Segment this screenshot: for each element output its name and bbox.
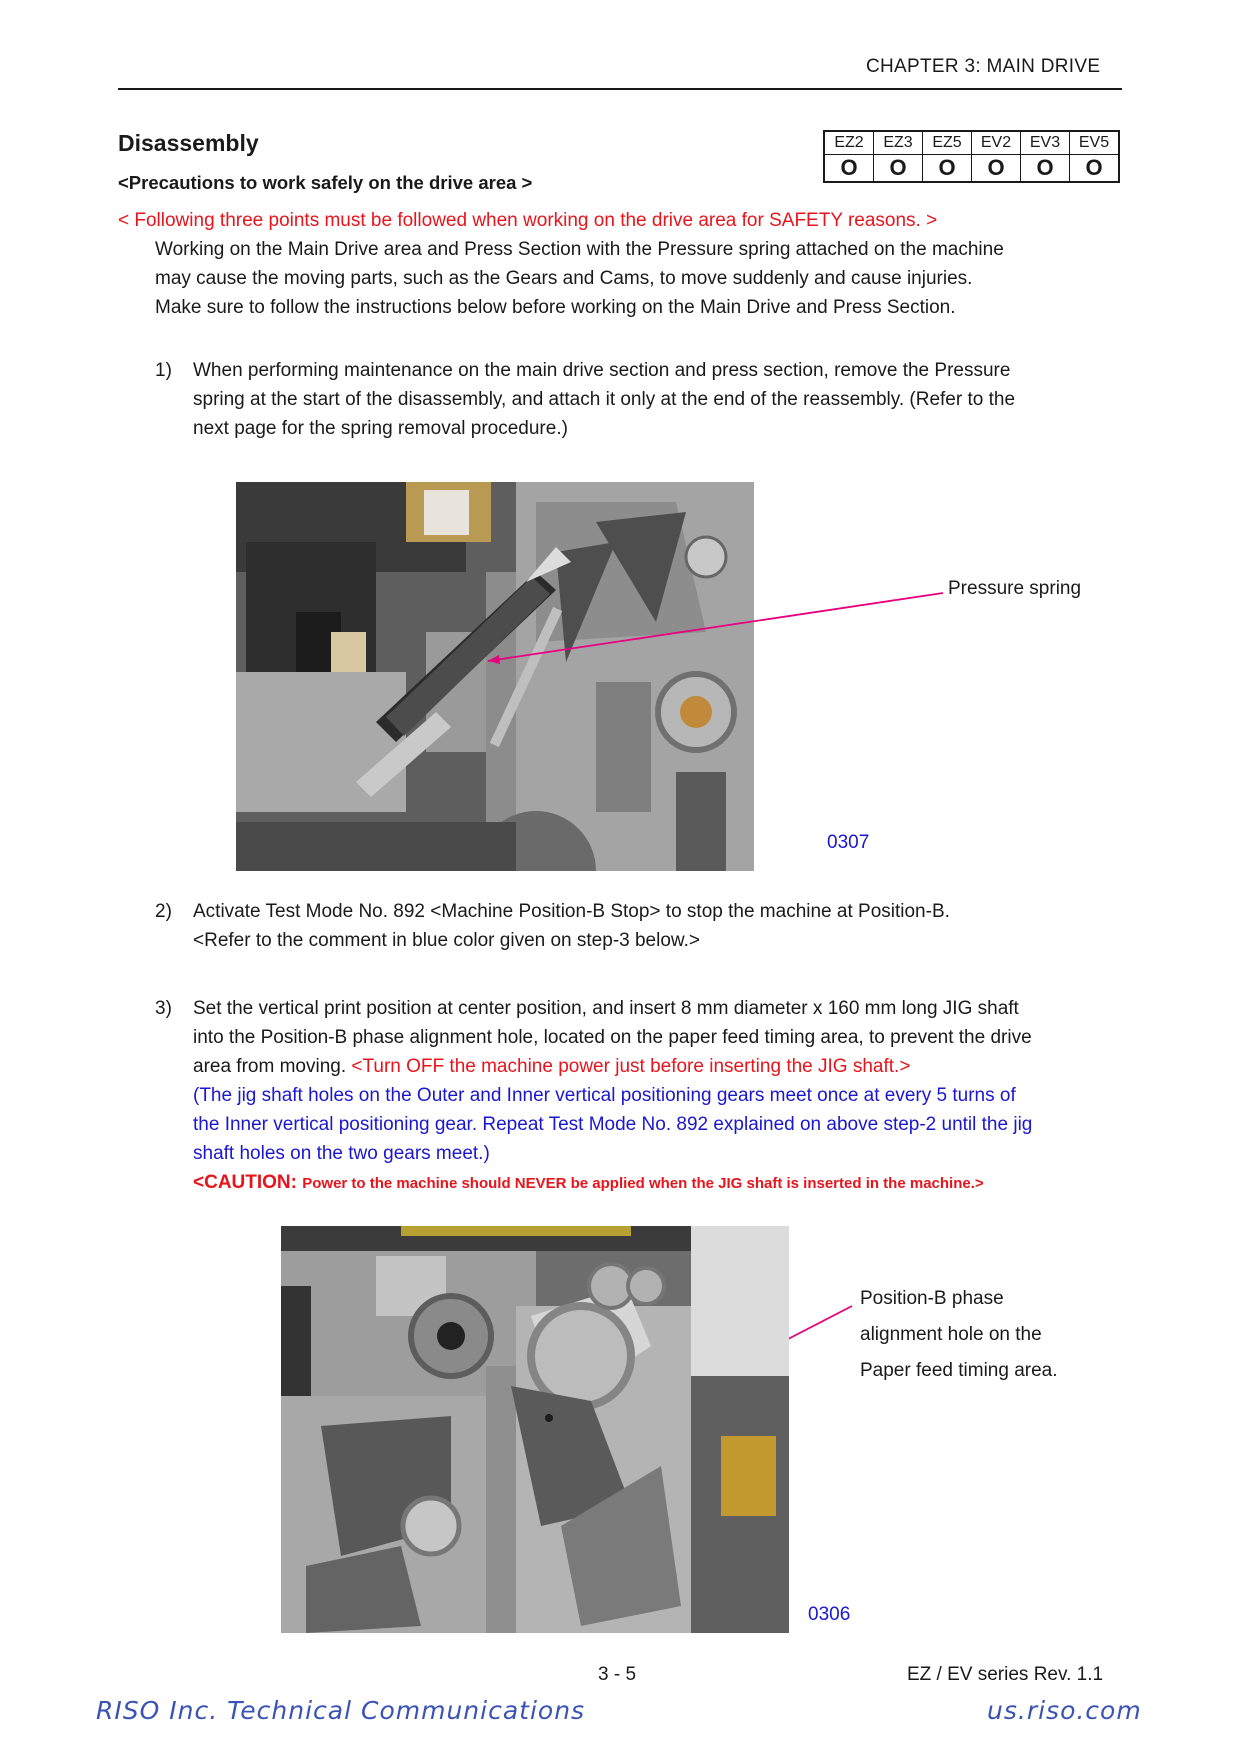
step-line: spring at the start of the disassembly, and attach it only at the end of the reassembly. (Refer to the (193, 389, 1016, 410)
model-mark: O (972, 155, 1021, 183)
alignment-hole-label (860, 1281, 1058, 1389)
model-mark: O (1021, 155, 1070, 183)
safety-warning: < Following three points must be followed when working on the drive area for SAFETY reasons. > (118, 210, 938, 231)
intro-line: Working on the Main Drive area and Press Section with the Pressure spring attached on the machine (155, 239, 1004, 260)
machine-photo-illustration (281, 1226, 789, 1633)
page-number: 3 - 5 (598, 1664, 637, 1685)
figure-id: 0306 (808, 1604, 851, 1625)
step-line: When performing maintenance on the main drive section and press section, remove the Pressure (193, 360, 1011, 381)
callout-line-text: Position-B phase (860, 1288, 1004, 1309)
brand-name: RISO Inc. Technical Communications (96, 1696, 586, 1725)
note-line: shaft holes on the two gears meet.) (193, 1143, 490, 1164)
step-2-text (193, 897, 1143, 955)
pressure-spring-callout-line (488, 593, 943, 661)
pressure-spring-label: Pressure spring (948, 578, 1082, 599)
chapter-header: CHAPTER 3: MAIN DRIVE (866, 56, 1101, 77)
step-3-text (193, 994, 1143, 1198)
model-name: EZ3 (874, 131, 923, 155)
pressure-spring-arrowhead (488, 655, 500, 664)
caution-line (193, 1168, 1143, 1198)
alignment-hole-photo (281, 1226, 789, 1633)
step-line: Set the vertical print position at center position, and insert 8 mm diameter x 160 mm long JIG shaft (193, 998, 1019, 1019)
callout-line-text: alignment hole on the (860, 1324, 1042, 1345)
model-name: EV5 (1070, 131, 1120, 155)
step-number: 1) (155, 360, 172, 381)
step-line: <Refer to the comment in blue color given on step-3 below.> (193, 930, 700, 951)
callout-line-text: Paper feed timing area. (860, 1360, 1058, 1381)
step-line: next page for the spring removal procedure.) (193, 418, 568, 439)
step-line: Activate Test Mode No. 892 <Machine Position-B Stop> to stop the machine at Position-B. (193, 901, 950, 922)
section-title: Disassembly (118, 130, 259, 156)
step-number: 2) (155, 901, 172, 922)
jig-shaft-note (193, 1081, 1143, 1168)
model-mark: O (824, 155, 874, 183)
model-name: EZ2 (824, 131, 874, 155)
brand-url[interactable]: us.riso.com (987, 1696, 1142, 1725)
step-line: into the Position-B phase alignment hole, located on the paper feed timing area, to prevent the drive (193, 1027, 1032, 1048)
model-mark: O (874, 155, 923, 183)
figure-id: 0307 (827, 832, 870, 853)
model-name: EZ5 (923, 131, 972, 155)
model-mark: O (1070, 155, 1120, 183)
caution-label: <CAUTION: (193, 1172, 303, 1193)
section-subtitle: <Precautions to work safely on the drive area > (118, 172, 533, 193)
caution-text: Power to the machine should NEVER be applied when the JIG shaft is inserted in the machine.> (302, 1175, 984, 1192)
note-line: (The jig shaft holes on the Outer and Inner vertical positioning gears meet once at every 5 turns of (193, 1085, 1016, 1106)
step-number: 3) (155, 998, 172, 1019)
step-line (193, 1052, 1143, 1081)
step-line-text: area from moving. (193, 1056, 352, 1077)
intro-line: may cause the moving parts, such as the Gears and Cams, to move suddenly and cause injuries. (155, 268, 973, 289)
model-mark: O (923, 155, 972, 183)
series-revision: EZ / EV series Rev. 1.1 (907, 1664, 1104, 1685)
note-line: the Inner vertical positioning gear. Repeat Test Mode No. 892 explained on above step-2 until the jig (193, 1114, 1033, 1135)
model-name: EV3 (1021, 131, 1070, 155)
intro-line: Make sure to follow the instructions below before working on the Main Drive and Press Section. (155, 297, 956, 318)
power-off-warning: <Turn OFF the machine power just before inserting the JIG shaft.> (351, 1056, 911, 1077)
model-name: EV2 (972, 131, 1021, 155)
